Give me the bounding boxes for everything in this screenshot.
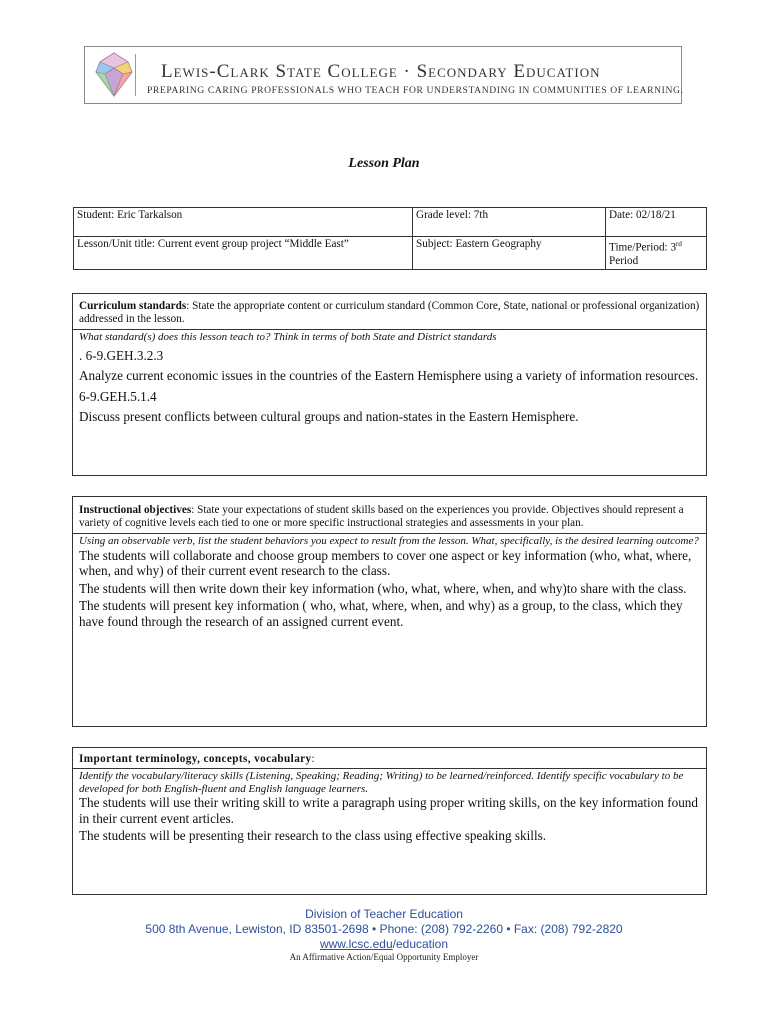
header-banner [84, 46, 682, 104]
terminology-content [73, 795, 706, 844]
time-period-sup: rd [676, 240, 682, 248]
footer-website-link[interactable]: www.lcsc.edu [319, 937, 393, 951]
grade-level-cell: Grade level: 7th [413, 208, 606, 237]
terminology-heading-desc: : [311, 753, 316, 765]
student-cell: Student: Eric Tarkalson [74, 208, 413, 237]
curriculum-heading-desc: : State the appropriate content or curriculum standard (Common Core, State, national or professional organization) addressed in the lesson. [79, 300, 700, 325]
objective-2: The students will then write down their key information (who, what, where, when, and why)to share with the class. [79, 580, 687, 596]
gem-icon [91, 50, 137, 100]
objectives-heading-desc: : State your expectations of student skills based on the experiences you provide. Objectives should represent a variety of cognitive levels each tied to one or more specific instructional strategies and assessments in your plan. [79, 504, 684, 529]
objective-1: The students will collaborate and choose group members to cover one aspect or key information (who, what, where, when, and why) of their current event research to the class. [79, 547, 692, 578]
lesson-info-table [73, 207, 707, 270]
curriculum-prompt: What standard(s) does this lesson teach to? Think in terms of both State and District standards [79, 331, 497, 343]
footer-web [0, 937, 768, 952]
objectives-heading-label: Instructional objectives [79, 504, 192, 516]
college-name: Lewis-Clark State College · Secondary Education [161, 61, 601, 82]
subject-cell: Subject: Eastern Geography [413, 237, 606, 270]
header-divider [135, 54, 136, 96]
time-period-cell [606, 237, 707, 270]
objectives-heading [73, 497, 706, 534]
footer-division: Division of Teacher Education [305, 907, 463, 921]
terminology-heading-label: Important terminology, concepts, vocabulary [79, 753, 312, 765]
standard-text-2: Discuss present conflicts between cultural groups and nation-states in the Eastern Hemisphere. [79, 409, 579, 424]
curriculum-heading-label: Curriculum standards [79, 300, 187, 312]
lesson-title-cell: Lesson/Unit title: Current event group project “Middle East” [74, 237, 413, 270]
college-tagline: PREPARING CARING PROFESSIONALS WHO TEACH FOR UNDERSTANDING IN COMMUNITIES OF LEARNING. [147, 85, 684, 96]
standard-code-1: . 6-9.GEH.3.2.3 [79, 347, 164, 363]
terminology-line-2: The students will be presenting their research to the class using effective speaking skills. [79, 828, 547, 843]
document-title: Lesson Plan [348, 156, 420, 171]
terminology-line-1: The students will use their writing skill to write a paragraph using proper writing skills, on the key information found in their current event articles. [79, 795, 698, 826]
terminology-section [72, 747, 707, 895]
objective-3: The students will present key information ( who, what, where, when, and why) as a group, to the class, which they have found through the research of an assigned current event. [79, 598, 683, 629]
curriculum-standards-heading [73, 294, 706, 330]
objectives-content [73, 548, 706, 630]
time-period-prefix: Time/Period: 3 [609, 241, 677, 254]
curriculum-content [73, 344, 706, 425]
date-cell: Date: 02/18/21 [606, 208, 707, 237]
instructional-objectives-section [72, 496, 707, 727]
curriculum-standards-section [72, 293, 707, 476]
time-period-suffix: Period [609, 254, 639, 267]
footer-address: 500 8th Avenue, Lewiston, ID 83501-2698 • Phone: (208) 792-2260 • Fax: (208) 792-2820 [145, 922, 623, 936]
terminology-heading [73, 748, 706, 769]
page-footer [0, 907, 768, 963]
footer-eoe: An Affirmative Action/Equal Opportunity Employer [289, 952, 479, 962]
footer-website-path: /education [392, 937, 449, 951]
terminology-prompt: Identify the vocabulary/literacy skills (Listening, Speaking; Reading; Writing) to be learned/reinforced. Identify specific vocabulary to be developed for both English-fluent and English language learners. [79, 770, 684, 795]
standard-text-1: Analyze current economic issues in the countries of the Eastern Hemisphere using a variety of information resources. [79, 368, 699, 383]
objectives-prompt: Using an observable verb, list the student behaviors you expect to result from the lesson. What, specifically, is the desired learning outcome? [79, 535, 699, 547]
standard-code-2: 6-9.GEH.5.1.4 [79, 388, 157, 404]
